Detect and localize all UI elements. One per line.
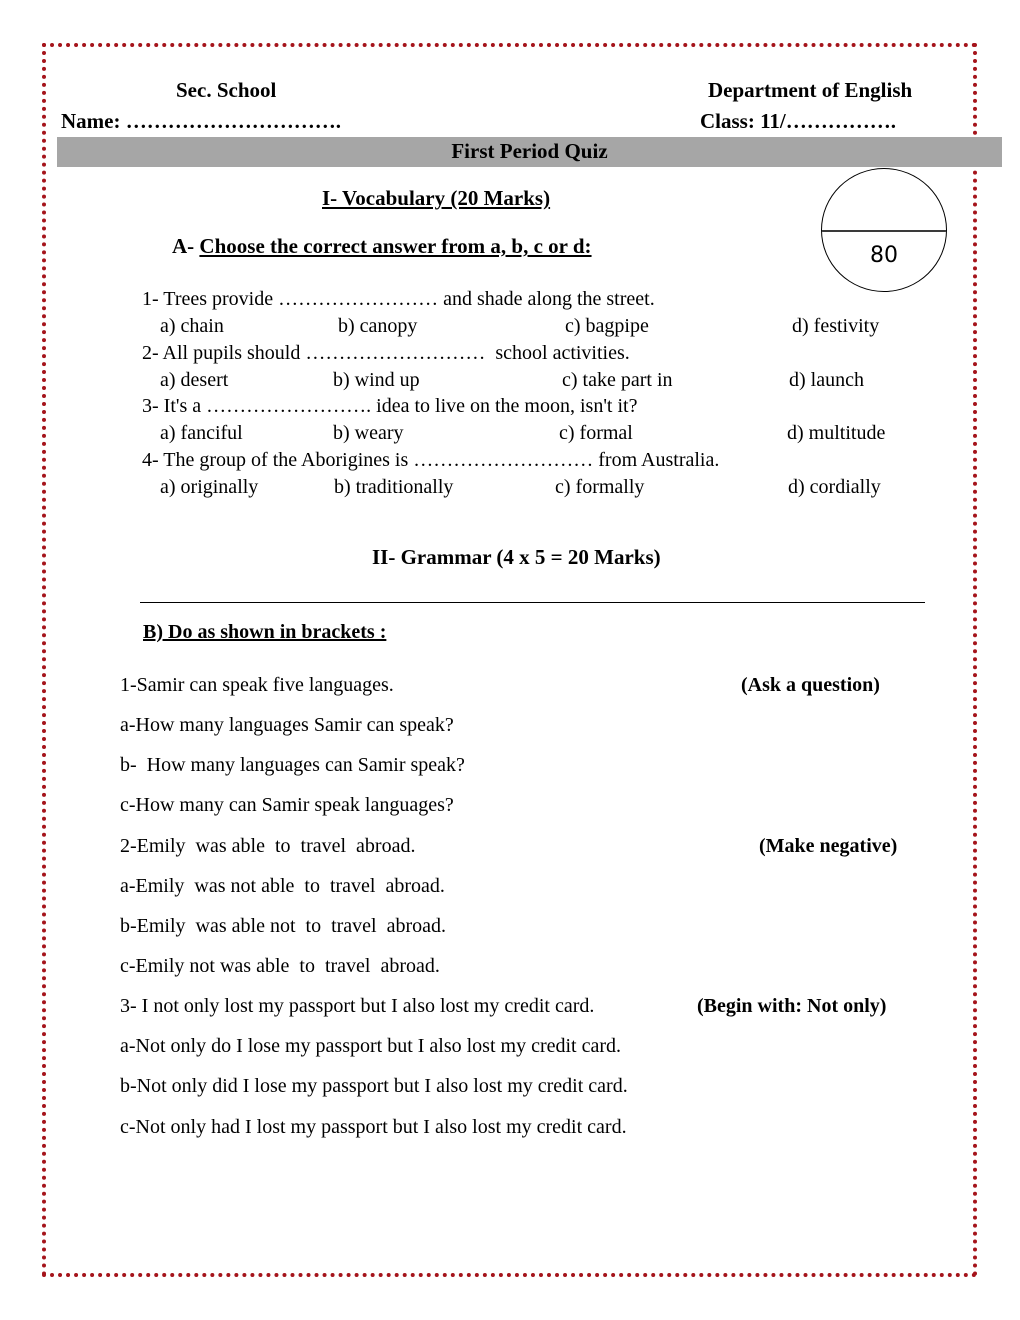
grammar-section-title: II- Grammar (4 x 5 = 20 Marks) bbox=[372, 545, 661, 569]
class-field[interactable]: Class: 11/……………. bbox=[700, 109, 897, 133]
option-b[interactable]: b) wind up bbox=[333, 369, 420, 391]
department-name: Department of English bbox=[708, 78, 913, 102]
item-stem: 3- I not only lost my passport but I also lost my credit card. bbox=[120, 995, 595, 1017]
question-text: 4- The group of the Aborigines is ……………………… from Australia. bbox=[142, 449, 720, 471]
option-d[interactable]: d) launch bbox=[789, 369, 864, 391]
item-instruction: (Begin with: Not only) bbox=[697, 995, 887, 1017]
score-box bbox=[821, 168, 947, 292]
item-instruction: (Ask a question) bbox=[741, 674, 880, 696]
choice-b[interactable]: b-Emily was able not to travel abroad. bbox=[120, 915, 447, 937]
score-total: 80 bbox=[870, 243, 898, 268]
choice-a[interactable]: a-Not only do I lose my passport but I also lost my credit card. bbox=[120, 1035, 622, 1057]
option-d[interactable]: d) festivity bbox=[792, 315, 880, 337]
choice-c[interactable]: c-Not only had I lost my passport but I also lost my credit card. bbox=[120, 1116, 627, 1138]
option-b[interactable]: b) traditionally bbox=[334, 476, 454, 498]
quiz-title-banner bbox=[57, 137, 1002, 167]
part-a-instruction: Choose the correct answer from a, b, c or d: bbox=[199, 234, 592, 258]
vocabulary-section-title: I- Vocabulary (20 Marks) bbox=[322, 186, 551, 210]
choice-c[interactable]: c-Emily not was able to travel abroad. bbox=[120, 955, 440, 977]
score-obtained[interactable] bbox=[822, 183, 946, 223]
choice-c[interactable]: c-How many can Samir speak languages? bbox=[120, 794, 454, 816]
item-stem: 1-Samir can speak five languages. bbox=[120, 674, 394, 696]
option-b[interactable]: b) canopy bbox=[338, 315, 418, 337]
option-a[interactable]: a) originally bbox=[160, 476, 259, 498]
option-c[interactable]: c) formally bbox=[555, 476, 645, 498]
choice-b[interactable]: b- How many languages can Samir speak? bbox=[120, 754, 465, 776]
student-name-field[interactable]: Name: …………………………. bbox=[61, 109, 341, 133]
question-text: 3- It's a ……………………. idea to live on the moon, isn't it? bbox=[142, 395, 638, 417]
question-text: 2- All pupils should ……………………… school activities. bbox=[142, 342, 630, 364]
option-b[interactable]: b) weary bbox=[333, 422, 404, 444]
option-a[interactable]: a) desert bbox=[160, 369, 229, 391]
score-divider bbox=[822, 230, 946, 232]
option-d[interactable]: d) cordially bbox=[788, 476, 881, 498]
option-a[interactable]: a) fanciful bbox=[160, 422, 243, 444]
option-c[interactable]: c) formal bbox=[559, 422, 633, 444]
option-c[interactable]: c) bagpipe bbox=[565, 315, 649, 337]
section-divider bbox=[140, 602, 925, 603]
option-a[interactable]: a) chain bbox=[160, 315, 224, 337]
option-d[interactable]: d) multitude bbox=[787, 422, 886, 444]
choice-a[interactable]: a-How many languages Samir can speak? bbox=[120, 714, 454, 736]
choice-b[interactable]: b-Not only did I lose my passport but I also lost my credit card. bbox=[120, 1075, 628, 1097]
part-a-prefix: A- bbox=[172, 234, 200, 258]
grammar-part-b-instruction: B) Do as shown in brackets : bbox=[143, 621, 387, 643]
quiz-title: First Period Quiz bbox=[451, 139, 608, 163]
question-text: 1- Trees provide …………………… and shade along the street. bbox=[142, 288, 655, 310]
vocabulary-part-a bbox=[172, 234, 592, 259]
school-name: Sec. School bbox=[176, 78, 277, 102]
item-stem: 2-Emily was able to travel abroad. bbox=[120, 835, 416, 857]
choice-a[interactable]: a-Emily was not able to travel abroad. bbox=[120, 875, 445, 897]
item-instruction: (Make negative) bbox=[759, 835, 898, 857]
option-c[interactable]: c) take part in bbox=[562, 369, 673, 391]
